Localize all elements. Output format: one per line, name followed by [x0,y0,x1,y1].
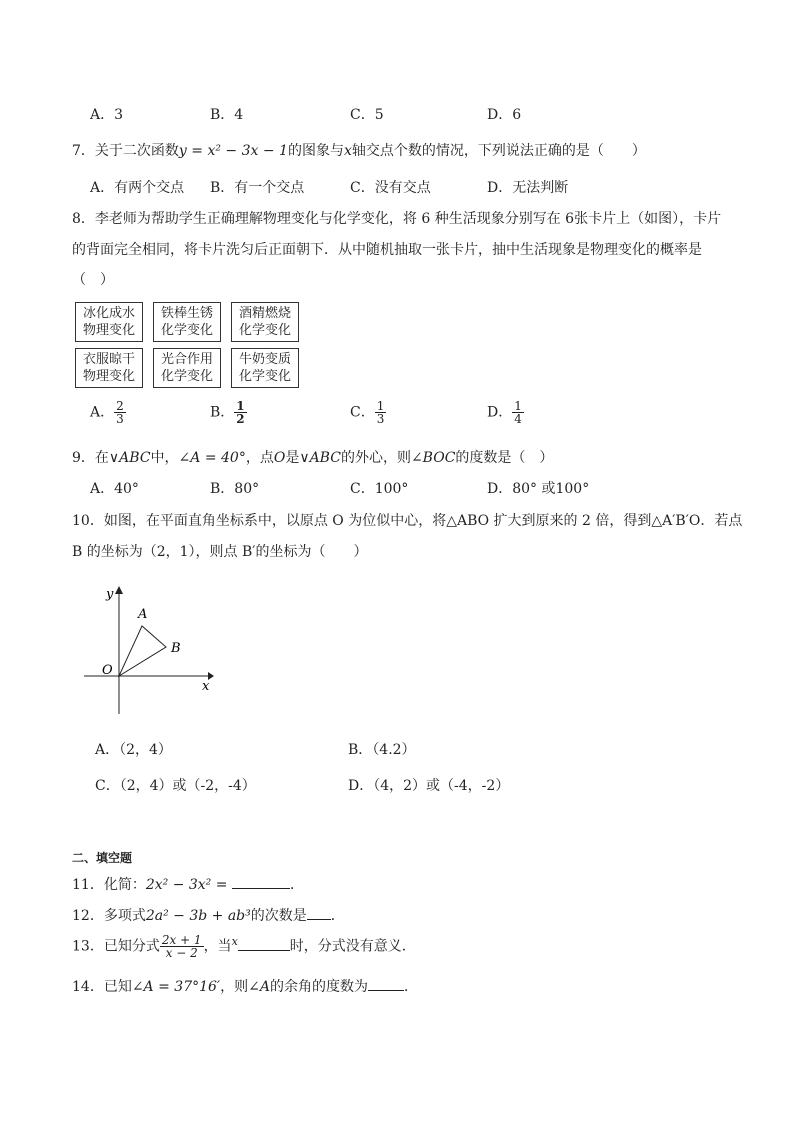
q11-stem: 11．化简：2x² − 3x² = ． [72,874,304,894]
origin-label: O [102,663,113,678]
q14-stem: 14．已知∠A = 37°16′，则∠A的余角的度数为 ． [72,976,418,996]
card-milk-spoiling: 牛奶变质 化学变化 [231,348,299,388]
q10-stem-line2: B 的坐标为（2，1），则点 B′的坐标为（ ） [72,544,368,560]
card-photosynthesis: 光合作用 化学变化 [153,348,221,388]
section-fill-in-title: 二、填空题 [72,851,133,865]
q10-stem-line1: 10．如图，在平面直角坐标系中，以原点 O 为位似中心，将△ABO 扩大到原来的 2 倍，得到△A′B′O．若点 [72,513,743,529]
q9-option-a: A．40° [90,481,139,497]
q8-stem-line1: 8．李老师为帮助学生正确理解物理变化与化学变化，将 6 种生活现象分别写在 6张卡片上（如图），卡片 [72,211,722,227]
q10-option-b: B．（4.2） [348,742,416,758]
point-a-label: A [138,607,148,622]
y-axis-arrow [115,586,123,594]
q8-option-b: B． $\frac{1}{2}$ [210,399,245,426]
q11-answer-blank[interactable] [232,874,290,889]
point-b-label: B [171,641,181,656]
coordinate-figure [80,582,220,722]
q14-answer-blank[interactable] [368,976,404,991]
q10-option-a: A．（2，4） [95,742,172,758]
q8-option-c: C． $\frac{1}{3}$ [350,399,385,426]
q6-option-b: B．4 [210,107,244,123]
y-axis-label: y [106,587,114,602]
q9-option-c: C．100° [350,481,409,497]
q7-option-a: A．有两个交点 [90,180,185,196]
q7-stem: 7．关于二次函数y = x² − 3x − 1的图象与x轴交点个数的情况，下列说法正确的是（ ） [72,143,646,159]
q9-stem: 9．在∨ABC中，∠A = 40°，点O是∨ABC的外心，则∠BOC的度数是（ ） [72,450,554,466]
card-iron-rusting: 铁棒生锈 化学变化 [153,302,221,342]
triangle-abo [119,626,166,676]
q9-option-d: D．80° 或100° [487,481,590,497]
q8-stem-line3: （ ） [72,272,114,288]
q8-stem-line2: 的背面完全相同，将卡片洗匀后正面朝下．从中随机抽取一张卡片，抽中生活现象是物理变化的概率是 [72,242,702,258]
q6-option-a: A．3 [90,107,124,123]
card-ice-melting: 冰化成水 物理变化 [75,302,143,342]
q9-option-b: B．80° [210,481,260,497]
q8-option-d: D． $\frac{1}{4}$ [487,399,522,426]
q8-option-a: A． $\frac{2}{3}$ [90,399,124,426]
q10-option-d: D．（4，2）或（-4，-2） [348,778,510,794]
q6-option-c: C．5 [350,107,384,123]
q12-stem: 12．多项式2a² − 3b + ab³的次数是 ． [72,905,345,925]
q12-answer-blank[interactable] [307,905,331,920]
q7-option-c: C．没有交点 [350,180,431,196]
q6-option-d: D．6 [487,107,522,123]
q13-answer-blank[interactable] [238,936,290,951]
q7-option-b: B．有一个交点 [210,180,305,196]
q10-option-c: C．（2，4）或（-2，-4） [95,778,256,794]
card-clothes-drying: 衣服晾干 物理变化 [75,348,143,388]
card-alcohol-burning: 酒精燃烧 化学变化 [231,302,299,342]
q13-stem: 13．已知分式 $\frac{2x + 1}{x - 2}$ ，当$^x$ 时，分式没有意义． [72,933,416,960]
x-axis-label: x [202,679,210,694]
q7-option-d: D．无法判断 [487,180,569,196]
